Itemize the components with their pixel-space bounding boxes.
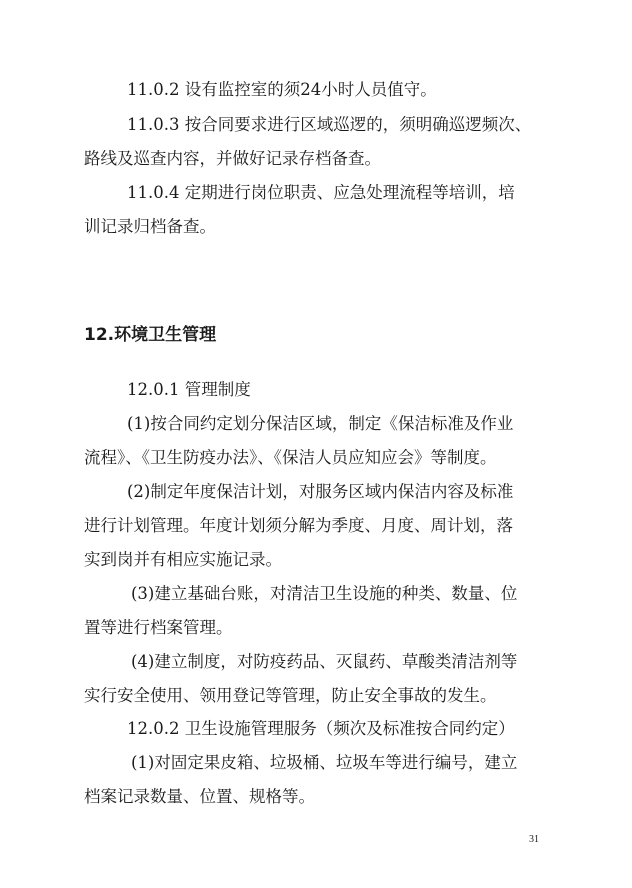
item-1-line2: 流程》、《卫生防疫办法》、《保洁人员应知应会》等制度。 (84, 448, 497, 467)
item-3-line2: 置等进行档案管理。 (84, 618, 233, 637)
item-1-line1: (1)按合同约定划分保洁区域，制定《保洁标准及作业 (127, 414, 514, 433)
item-12-0-2-1-line1: (1)对固定果皮箱、垃圾桶、垃圾车等进行编号，建立 (131, 753, 518, 772)
clause-11-0-3-line2: 路线及巡查内容，并做好记录存档备查。 (84, 149, 381, 168)
clause-12-0-1-title: 12.0.1 管理制度 (127, 380, 251, 399)
clause-11-0-4-line1: 11.0.4 定期进行岗位职责、应急处理流程等培训，培 (127, 183, 515, 202)
item-2-line2: 进行计划管理。年度计划须分解为季度、月度、周计划，落 (84, 516, 513, 535)
page-number: 31 (529, 834, 539, 845)
item-4-line1: (4)建立制度，对防疫药品、灭鼠药、草酸类清洁剂等 (131, 652, 518, 671)
item-4-line2: 实行安全使用、领用登记等管理，防止安全事故的发生。 (84, 686, 497, 705)
clause-11-0-2: 11.0.2 设有监控室的须24小时人员值守。 (127, 80, 437, 99)
clause-11-0-4-line2: 训记录归档备查。 (84, 217, 216, 236)
section-12-heading: 12.环境卫生管理 (84, 325, 217, 345)
item-3-line1: (3)建立基础台账，对清洁卫生设施的种类、数量、位 (131, 584, 518, 603)
item-2-line1: (2)制定年度保洁计划，对服务区域内保洁内容及标准 (127, 482, 514, 501)
clause-12-0-2-title: 12.0.2 卫生设施管理服务（频次及标准按合同约定） (127, 719, 515, 738)
item-12-0-2-1-line2: 档案记录数量、位置、规格等。 (84, 787, 315, 806)
clause-11-0-3-line1: 11.0.3 按合同要求进行区域巡逻的，须明确巡逻频次、 (127, 115, 532, 134)
item-2-line3: 实到岗并有相应实施记录。 (84, 550, 282, 569)
